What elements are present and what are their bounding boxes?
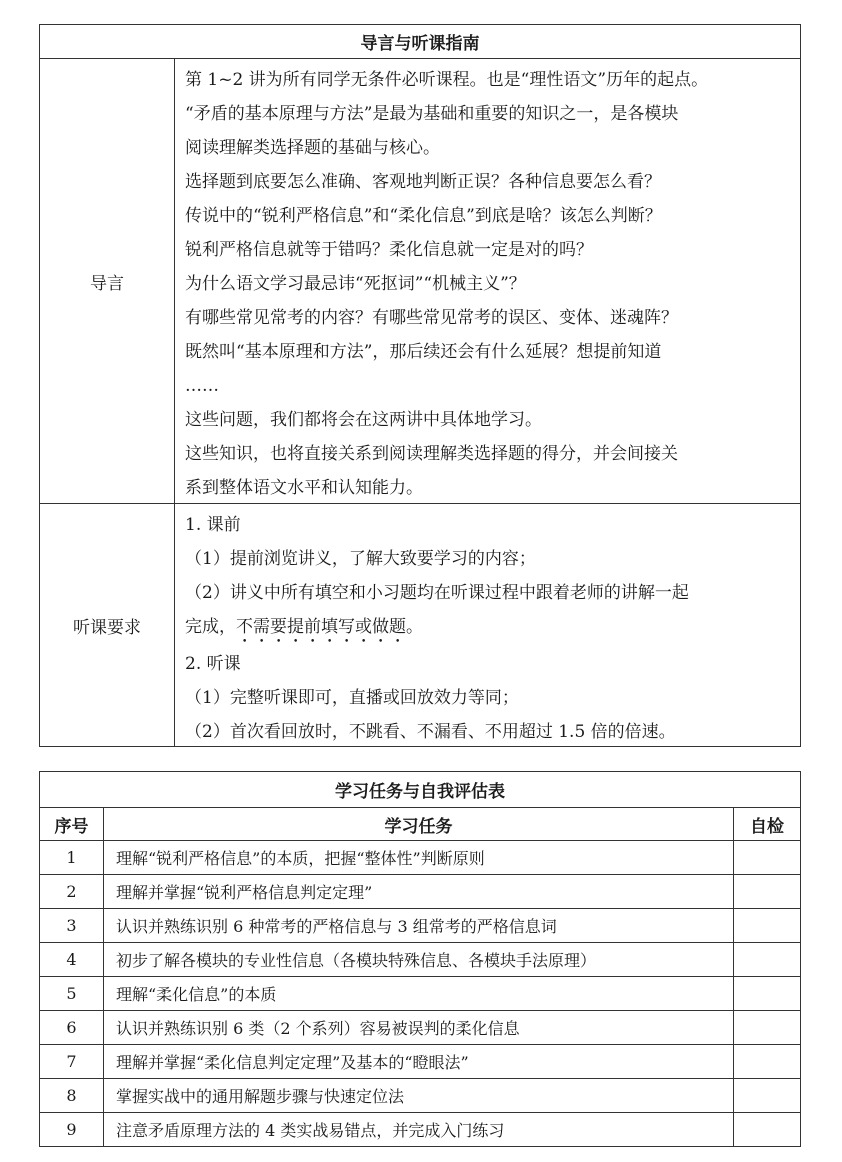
table-row bbox=[40, 909, 801, 943]
row-num: 6 bbox=[40, 1011, 104, 1045]
row-check-cell[interactable] bbox=[734, 841, 801, 875]
table-row bbox=[40, 1045, 801, 1079]
requirements-label: 听课要求 bbox=[40, 504, 175, 747]
row-num: 8 bbox=[40, 1079, 104, 1113]
tasks-title: 学习任务与自我评估表 bbox=[40, 772, 801, 808]
guide-title: 导言与听课指南 bbox=[40, 25, 801, 59]
intro-line: 这些知识，也将直接关系到阅读理解类选择题的得分，并会间接关 bbox=[185, 444, 678, 464]
row-check-cell[interactable] bbox=[734, 1011, 801, 1045]
row-task: 理解并掌握“柔化信息判定定理”及基本的“瞪眼法” bbox=[104, 1045, 734, 1079]
tasks-table bbox=[39, 771, 801, 1147]
row-task: 认识并熟练识别 6 类（2 个系列）容易被误判的柔化信息 bbox=[104, 1011, 734, 1045]
intro-line: 为什么语文学习最忌讳“死抠词”“机械主义”？ bbox=[185, 274, 526, 294]
table-row bbox=[40, 1011, 801, 1045]
row-task: 理解“柔化信息”的本质 bbox=[104, 977, 734, 1011]
req-line: （1）提前浏览讲义，了解大致要学习的内容； bbox=[185, 549, 536, 569]
row-num: 7 bbox=[40, 1045, 104, 1079]
req-line: 2. 听课 bbox=[185, 654, 241, 674]
table-row bbox=[40, 977, 801, 1011]
header-num: 序号 bbox=[40, 808, 104, 841]
req-line: （1）完整听课即可，直播或回放效力等同； bbox=[185, 688, 519, 708]
intro-line: “矛盾的基本原理与方法”是最为基础和重要的知识之一，是各模块 bbox=[185, 104, 679, 124]
intro-line: 既然叫“基本原理和方法”，那后续还会有什么延展？想提前知道 bbox=[185, 342, 662, 362]
row-check-cell[interactable] bbox=[734, 1113, 801, 1147]
intro-content bbox=[175, 59, 801, 504]
row-check-cell[interactable] bbox=[734, 1045, 801, 1079]
row-num: 4 bbox=[40, 943, 104, 977]
row-num: 2 bbox=[40, 875, 104, 909]
header-task: 学习任务 bbox=[104, 808, 734, 841]
table-row bbox=[40, 1113, 801, 1147]
row-task: 初步了解各模块的专业性信息（各模块特殊信息、各模块手法原理） bbox=[104, 943, 734, 977]
row-task: 理解并掌握“锐利严格信息判定定理” bbox=[104, 875, 734, 909]
requirements-content bbox=[175, 504, 801, 747]
req-text: 。 bbox=[406, 617, 423, 637]
row-check-cell[interactable] bbox=[734, 977, 801, 1011]
row-task: 掌握实战中的通用解题步骤与快速定位法 bbox=[104, 1079, 734, 1113]
header-check: 自检 bbox=[734, 808, 801, 841]
table-row bbox=[40, 875, 801, 909]
intro-label: 导言 bbox=[40, 59, 175, 504]
row-num: 1 bbox=[40, 841, 104, 875]
req-line: 1. 课前 bbox=[185, 515, 241, 535]
intro-line: 选择题到底要怎么准确、客观地判断正误？各种信息要怎么看？ bbox=[185, 172, 661, 192]
intro-line: 阅读理解类选择题的基础与核心。 bbox=[185, 138, 440, 158]
intro-line: 传说中的“锐利严格信息”和“柔化信息”到底是啥？该怎么判断？ bbox=[185, 206, 662, 226]
table-row bbox=[40, 841, 801, 875]
intro-line: 系到整体语文水平和认知能力。 bbox=[185, 478, 423, 498]
row-task: 理解“锐利严格信息”的本质，把握“整体性”判断原则 bbox=[104, 841, 734, 875]
row-check-cell[interactable] bbox=[734, 1079, 801, 1113]
row-num: 3 bbox=[40, 909, 104, 943]
guide-table bbox=[39, 24, 801, 747]
table-row bbox=[40, 1079, 801, 1113]
row-check-cell[interactable] bbox=[734, 943, 801, 977]
row-check-cell[interactable] bbox=[734, 875, 801, 909]
req-text: 完成， bbox=[185, 617, 236, 637]
req-line bbox=[185, 610, 792, 647]
intro-line: 这些问题，我们都将会在这两讲中具体地学习。 bbox=[185, 410, 542, 430]
intro-line: 有哪些常见常考的内容？有哪些常见常考的误区、变体、迷魂阵？ bbox=[185, 308, 678, 328]
row-task: 注意矛盾原理方法的 4 类实战易错点，并完成入门练习 bbox=[104, 1113, 734, 1147]
intro-line: 锐利严格信息就等于错吗？柔化信息就一定是对的吗？ bbox=[185, 240, 593, 260]
table-row bbox=[40, 943, 801, 977]
req-line: （2）首次看回放时，不跳看、不漏看、不用超过 1.5 倍的倍速。 bbox=[185, 722, 676, 742]
emphasized-text: 不需要提前填写或做题 bbox=[236, 617, 406, 637]
intro-line: …… bbox=[185, 376, 219, 396]
row-num: 5 bbox=[40, 977, 104, 1011]
req-line: （2）讲义中所有填空和小习题均在听课过程中跟着老师的讲解一起 bbox=[185, 583, 689, 603]
row-task: 认识并熟练识别 6 种常考的严格信息与 3 组常考的严格信息词 bbox=[104, 909, 734, 943]
row-check-cell[interactable] bbox=[734, 909, 801, 943]
row-num: 9 bbox=[40, 1113, 104, 1147]
intro-line: 第 1~2 讲为所有同学无条件必听课程。也是“理性语文”历年的起点。 bbox=[185, 70, 709, 90]
